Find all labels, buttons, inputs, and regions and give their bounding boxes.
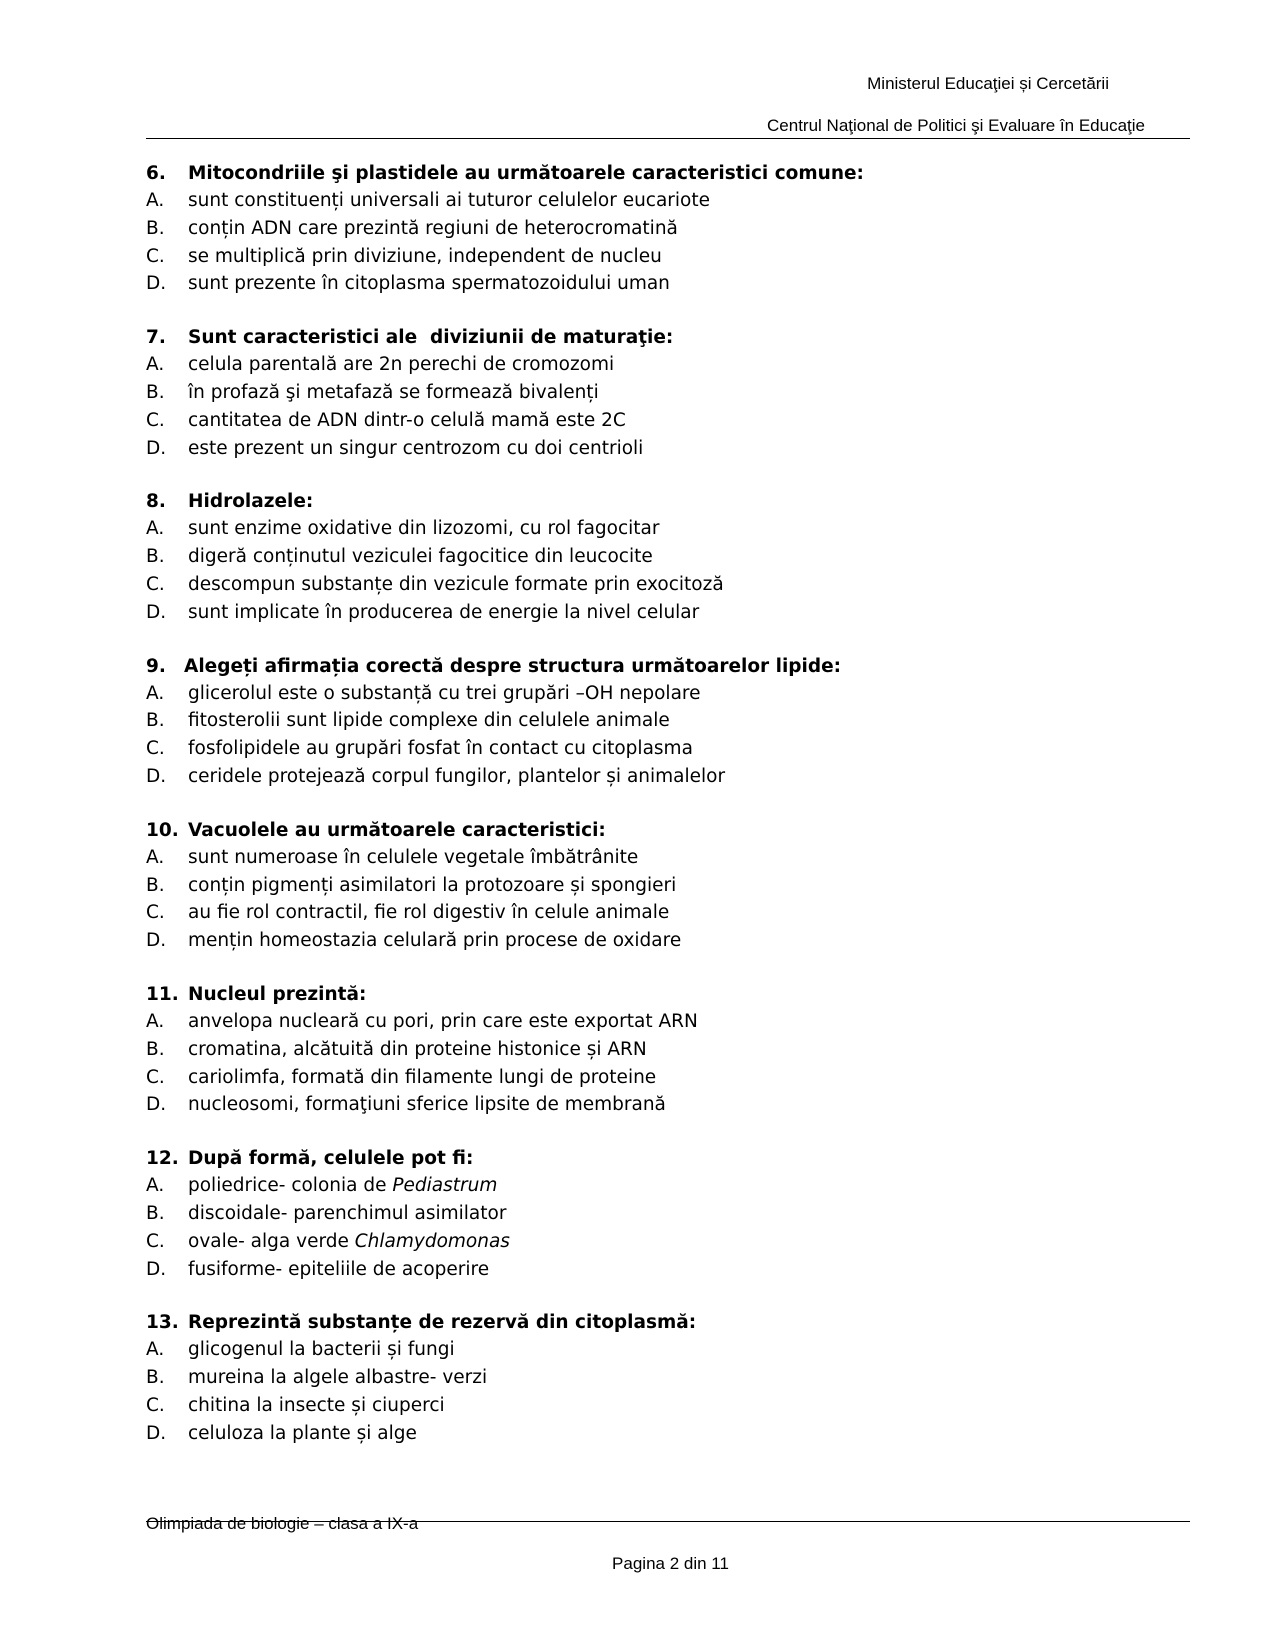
question-number: 10. <box>146 819 179 841</box>
header-divider <box>146 138 1190 139</box>
option-c <box>146 243 1186 271</box>
option-text: cromatina, alcătuită din proteine histonice și ARN <box>188 1038 647 1060</box>
option-letter: D. <box>146 601 167 623</box>
option-letter: B. <box>146 546 165 568</box>
question-text: Sunt caracteristici ale diviziunii de maturaţie: <box>188 327 674 349</box>
option-b <box>146 1364 1186 1392</box>
question-text: Reprezintă substanțe de rezervă din citoplasmă: <box>188 1312 697 1334</box>
option-text: sunt constituenți universali ai tuturor celulelor eucariote <box>188 190 711 211</box>
option-text: cariolimfa, formată din filamente lungi de proteine <box>188 1066 657 1088</box>
option-letter: A. <box>146 354 165 376</box>
option-text: ovale- alga verde <box>188 1230 355 1252</box>
question-number: 6. <box>146 163 166 184</box>
option-b <box>146 707 1186 735</box>
footer-olympiad: Olimpiada de biologie – clasa a IX-a <box>146 1514 419 1533</box>
option-a <box>146 1008 1186 1036</box>
option-c <box>146 571 1186 599</box>
option-text: celula parentală are 2n perechi de cromozomi <box>188 354 615 376</box>
question-number: 9. <box>146 655 166 677</box>
option-text: fusiforme- epiteliile de acoperire <box>188 1258 490 1280</box>
option-c <box>146 735 1186 763</box>
option-a <box>146 844 1186 872</box>
option-text: mențin homeostazia celulară prin procese de oxidare <box>188 930 682 952</box>
option-text: glicerolul este o substanță cu trei grupări –OH nepolare <box>188 682 701 704</box>
question-title <box>146 1145 1186 1172</box>
option-b <box>146 543 1186 571</box>
option-text: sunt enzime oxidative din lizozomi, cu rol fagocitar <box>188 518 660 540</box>
option-text: au fie rol contractil, fie rol digestiv în celule animale <box>188 902 670 924</box>
option-letter: A. <box>146 1175 165 1197</box>
option-d <box>146 435 1186 463</box>
option-d <box>146 927 1186 955</box>
option-b <box>146 215 1186 243</box>
question-title <box>146 817 1186 844</box>
question-title <box>146 160 1186 187</box>
option-text-italic: Pediastrum <box>392 1175 498 1197</box>
question-title <box>146 981 1186 1008</box>
option-text-italic: Chlamydomonas <box>354 1230 510 1252</box>
option-letter: A. <box>146 682 165 704</box>
option-d <box>146 270 1186 298</box>
option-letter: C. <box>146 1230 165 1252</box>
option-letter: C. <box>146 245 165 267</box>
option-text: cantitatea de ADN dintr-o celulă mamă este 2C <box>188 409 626 431</box>
option-text: conțin pigmenți asimilatori la protozoare și spongieri <box>188 874 677 896</box>
option-d <box>146 763 1186 791</box>
option-letter: A. <box>146 1010 165 1032</box>
question-number: 11. <box>146 983 179 1005</box>
option-text: ceridele protejează corpul fungilor, plantelor și animalelor <box>188 765 726 787</box>
question-8 <box>146 488 1186 626</box>
option-text: fosfolipidele au grupări fosfat în contact cu citoplasma <box>188 738 693 760</box>
option-letter: C. <box>146 1394 165 1416</box>
question-11 <box>146 981 1186 1119</box>
option-text: sunt implicate în producerea de energie la nivel celular <box>188 601 700 623</box>
option-b <box>146 872 1186 900</box>
question-text: După formă, celulele pot fi: <box>188 1148 474 1170</box>
question-title <box>146 653 1186 680</box>
option-d <box>146 1091 1186 1119</box>
question-text: Mitocondriile şi plastidele au următoarele caracteristici comune: <box>188 163 864 184</box>
page-number-text: Pagina 2 din 11 <box>612 1554 729 1573</box>
option-text: se multiplică prin diviziune, independent de nucleu <box>188 245 662 267</box>
option-text: discoidale- parenchimul asimilator <box>188 1202 507 1224</box>
question-number: 8. <box>146 491 166 513</box>
question-title <box>146 488 1186 515</box>
option-c <box>146 1392 1186 1420</box>
option-letter: D. <box>146 765 167 787</box>
option-text: sunt numeroase în celulele vegetale îmbătrânite <box>188 846 639 868</box>
option-c <box>146 899 1186 927</box>
header-ministry: Ministerul Educaţiei și Cercetării <box>867 74 1109 93</box>
question-13 <box>146 1309 1186 1447</box>
question-10 <box>146 817 1186 955</box>
option-letter: B. <box>146 1367 165 1389</box>
option-letter: A. <box>146 846 165 868</box>
option-letter: A. <box>146 1339 165 1361</box>
option-c <box>146 407 1186 435</box>
option-letter: B. <box>146 217 165 239</box>
question-text: Alegeți afirmația corectă despre structura următoarelor lipide: <box>184 655 842 677</box>
question-title <box>146 1309 1186 1336</box>
option-letter: D. <box>146 1258 167 1280</box>
question-list <box>146 160 1186 1474</box>
option-text: în profază şi metafază se formează bivalenți <box>188 381 599 403</box>
option-text: chitina la insecte și ciuperci <box>188 1394 445 1416</box>
option-letter: D. <box>146 437 167 459</box>
option-text: este prezent un singur centrozom cu doi centrioli <box>188 437 644 459</box>
option-a <box>146 515 1186 543</box>
option-letter: C. <box>146 902 165 924</box>
option-c <box>146 1064 1186 1092</box>
option-letter: C. <box>146 409 165 431</box>
option-a <box>146 1172 1186 1200</box>
option-text: sunt prezente în citoplasma spermatozoidului uman <box>188 273 670 295</box>
question-text: Nucleul prezintă: <box>188 983 367 1005</box>
option-d <box>146 1256 1186 1284</box>
option-a <box>146 1336 1186 1364</box>
option-text: celuloza la plante și alge <box>188 1422 417 1444</box>
option-text: conțin ADN care prezintă regiuni de heterocromatină <box>188 217 678 239</box>
option-d <box>146 1420 1186 1448</box>
option-text: glicogenul la bacterii și fungi <box>188 1339 455 1361</box>
option-d <box>146 599 1186 627</box>
option-a <box>146 680 1186 708</box>
question-number: 13. <box>146 1312 179 1334</box>
question-6 <box>146 160 1186 298</box>
option-b <box>146 1200 1186 1228</box>
option-text: nucleosomi, formaţiuni sferice lipsite de membrană <box>188 1094 666 1116</box>
option-letter: D. <box>146 930 167 952</box>
option-letter: A. <box>146 190 165 211</box>
option-text: fitosterolii sunt lipide complexe din celulele animale <box>188 710 670 732</box>
option-letter: A. <box>146 518 165 540</box>
option-a <box>146 351 1186 379</box>
option-letter: B. <box>146 710 165 732</box>
question-title <box>146 324 1186 351</box>
option-text: digeră conținutul veziculei fagocitice din leucocite <box>188 546 653 568</box>
question-12 <box>146 1145 1186 1283</box>
option-letter: B. <box>146 1202 165 1224</box>
option-text: descompun substanțe din vezicule formate prin exocitoză <box>188 573 724 595</box>
option-text: anvelopa nucleară cu pori, prin care este exportat ARN <box>188 1010 698 1032</box>
option-a <box>146 187 1186 215</box>
option-b <box>146 379 1186 407</box>
page-number <box>0 1554 1275 1574</box>
header-center: Centrul Naţional de Politici şi Evaluare în Educaţie <box>767 116 1145 135</box>
option-letter: B. <box>146 874 165 896</box>
question-text: Hidrolazele: <box>188 491 314 513</box>
question-text: Vacuolele au următoarele caracteristici: <box>188 819 606 841</box>
option-letter: D. <box>146 1422 167 1444</box>
option-letter: B. <box>146 381 165 403</box>
option-letter: D. <box>146 273 167 295</box>
option-letter: D. <box>146 1094 167 1116</box>
option-letter: C. <box>146 738 165 760</box>
question-number: 12. <box>146 1148 179 1170</box>
question-number: 7. <box>146 327 166 349</box>
option-b <box>146 1036 1186 1064</box>
option-letter: B. <box>146 1038 165 1060</box>
option-letter: C. <box>146 573 165 595</box>
question-9 <box>146 653 1186 791</box>
option-text: mureina la algele albastre- verzi <box>188 1367 488 1389</box>
option-letter: C. <box>146 1066 165 1088</box>
option-c <box>146 1228 1186 1256</box>
question-7 <box>146 324 1186 462</box>
option-text: poliedrice- colonia de <box>188 1175 393 1197</box>
